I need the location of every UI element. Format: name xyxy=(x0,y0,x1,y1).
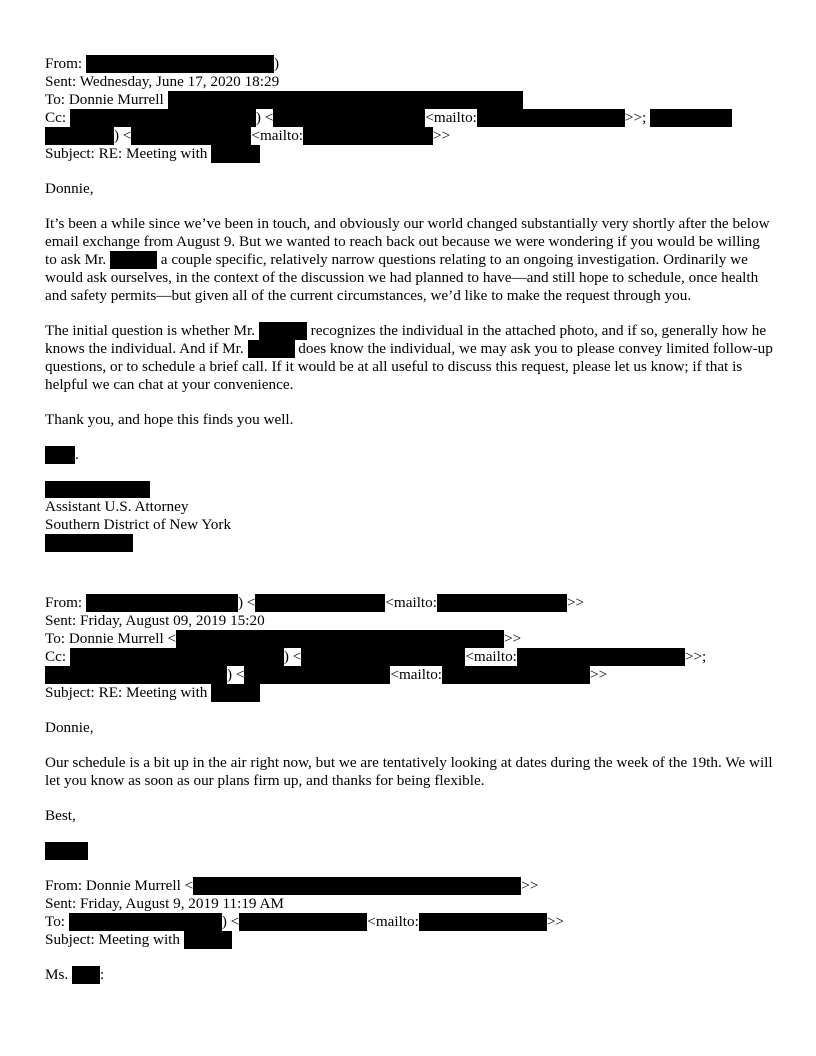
email-1-paragraph-1: It’s been a while since we’ve been in touch, and obviously our world changed substantially very shortly after the below email exchange from August 9. But we wanted to reach back out because we were wondering if you would be willing to ask Mr. a couple specific, relatively narrow questions relating to an ongoing investigation. Ordinarily we would ask ourselves, in the context of the discussion we had planned to have—and still hope to schedule, once health and safety permits—but given all of the current circumstances, we’d like to make the request through you. xyxy=(45,215,770,304)
email-1-salutation: Donnie, xyxy=(45,180,94,197)
redaction xyxy=(176,630,504,648)
signature-title: Assistant U.S. Attorney xyxy=(45,498,189,515)
email-1-from-line: From: ) xyxy=(45,55,279,72)
redaction xyxy=(303,127,433,145)
email-1-header xyxy=(45,55,775,163)
email-2-header xyxy=(45,594,775,702)
email-1-sent-line: Sent: Wednesday, June 17, 2020 18:29 xyxy=(45,73,280,90)
redaction xyxy=(45,481,150,498)
redaction xyxy=(419,913,547,931)
redaction xyxy=(184,931,232,949)
redaction xyxy=(477,109,625,127)
email-1-to-line: To: Donnie Murrell xyxy=(45,91,775,109)
redaction xyxy=(86,55,274,73)
redaction xyxy=(45,666,227,684)
email-1-cc-line-2: ) < <mailto: >> xyxy=(45,127,775,145)
redaction xyxy=(45,534,133,552)
email-1-sign-initials: . xyxy=(45,446,775,464)
email-2-closing: Best, xyxy=(45,807,76,824)
redaction xyxy=(244,666,390,684)
email-3-from-line: From: Donnie Murrell < >> xyxy=(45,877,539,894)
redaction xyxy=(131,127,251,145)
redaction xyxy=(273,109,425,127)
email-1-signature-block xyxy=(45,481,775,552)
email-3-subject-line: Subject: Meeting with xyxy=(45,931,775,949)
redaction xyxy=(517,648,685,666)
redaction xyxy=(211,684,260,702)
email-2-cc-line-2: ) < <mailto: >> xyxy=(45,666,775,684)
email-3-header xyxy=(45,877,775,949)
email-1-cc-line: Cc: ) < <mailto: >>; xyxy=(45,109,775,127)
email-3-to-line: To: ) < <mailto: >> xyxy=(45,913,564,930)
email-1-paragraph-3: Thank you, and hope this finds you well. xyxy=(45,411,294,428)
redaction xyxy=(193,877,521,895)
email-3-sent-line: Sent: Friday, August 9, 2019 11:19 AM xyxy=(45,895,284,912)
redaction xyxy=(45,127,114,145)
redaction xyxy=(45,842,88,860)
redaction xyxy=(168,91,523,109)
redaction xyxy=(239,913,367,931)
redaction xyxy=(45,446,75,464)
email-2-subject-line: Subject: RE: Meeting with xyxy=(45,684,775,702)
email-2-from-line: From: ) < <mailto: >> xyxy=(45,594,585,611)
redaction xyxy=(70,109,256,127)
redaction xyxy=(259,322,307,340)
email-2-to-line: To: Donnie Murrell < >> xyxy=(45,630,522,647)
email-1-subject-line: Subject: RE: Meeting with xyxy=(45,145,775,163)
email-2-cc-line: Cc: ) < <mailto: >>; xyxy=(45,648,707,665)
redaction xyxy=(248,340,295,358)
email-3-greeting: Ms. : xyxy=(45,966,105,983)
redaction xyxy=(437,594,567,612)
redaction xyxy=(650,109,732,127)
email-2-sent-line: Sent: Friday, August 09, 2019 15:20 xyxy=(45,612,265,629)
redaction xyxy=(70,648,284,666)
email-2-salutation: Donnie, xyxy=(45,719,94,736)
redaction xyxy=(301,648,465,666)
signature-office: Southern District of New York xyxy=(45,516,232,533)
redaction xyxy=(211,145,260,163)
redaction xyxy=(110,251,157,269)
redaction xyxy=(69,913,222,931)
email-1-paragraph-2: The initial question is whether Mr. recognizes the individual in the attached photo, and if so, generally how he knows the individual. And if Mr. does know the individual, we may ask you to please convey limited follow-up questions, or to schedule a brief call. If it would be at all useful to discuss this request, please let us know; if that is helpful we can chat at your convenience. xyxy=(45,322,773,393)
redaction xyxy=(255,594,385,612)
redaction xyxy=(442,666,590,684)
redaction xyxy=(86,594,238,612)
redaction xyxy=(72,966,100,984)
email-2-body: Our schedule is a bit up in the air right now, but we are tentatively looking at dates during the week of the 19th. We will let you know as soon as our plans firm up, and thanks for being flexible. xyxy=(45,754,773,789)
email-document xyxy=(45,55,775,984)
